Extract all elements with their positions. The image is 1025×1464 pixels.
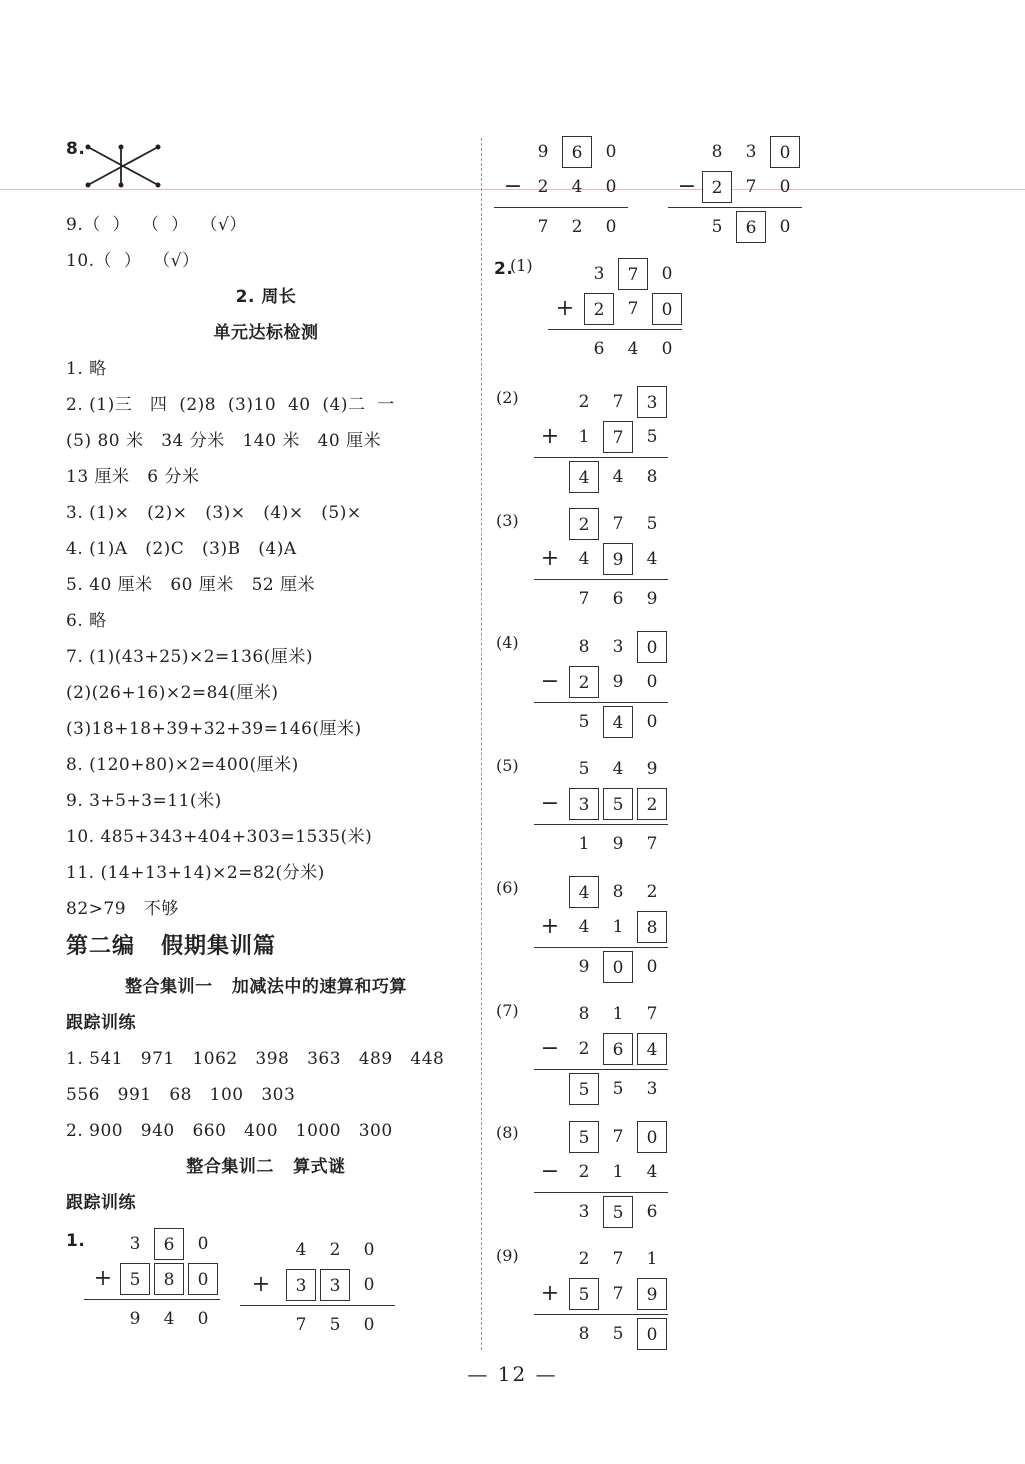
answer-box-digit: 6 — [154, 1228, 184, 1260]
digit: 2 — [329, 1240, 341, 1260]
plus-sign: + — [540, 914, 560, 939]
digit: 8 — [612, 882, 624, 902]
digit: 3 — [745, 142, 757, 162]
digit: 2 — [571, 217, 583, 237]
tracking-practice-label: 跟踪训练 — [66, 1013, 136, 1033]
digit: 0 — [646, 957, 658, 977]
digit: 1 — [612, 1162, 624, 1182]
digit: 0 — [605, 217, 617, 237]
answer-line: 6. 略 — [66, 611, 107, 631]
answer-line: 4. (1)A (2)C (3)B (4)A — [66, 539, 297, 559]
q2-label: 2. — [494, 259, 514, 279]
digit: 9 — [537, 142, 549, 162]
digit: 4 — [627, 339, 639, 359]
answer-line: 2. 900 940 660 400 1000 300 — [66, 1121, 393, 1141]
digit: 9 — [612, 834, 624, 854]
answer-box-digit: 2 — [637, 788, 667, 820]
digit: 5 — [612, 1079, 624, 1099]
column-divider — [481, 138, 482, 1350]
answer-box-digit: 5 — [569, 1121, 599, 1153]
sub-label: (3) — [496, 511, 519, 530]
plus-sign: + — [540, 546, 560, 571]
digit: 0 — [605, 177, 617, 197]
answer-line: 10. 485+343+404+303=1535(米) — [66, 827, 373, 847]
sum-rule — [494, 207, 628, 208]
plus-sign: + — [540, 424, 560, 449]
answer-box-digit: 7 — [618, 258, 648, 290]
page-number: — 12 — — [467, 1362, 558, 1386]
digit: 7 — [745, 177, 757, 197]
answer-box-digit: 0 — [188, 1263, 218, 1295]
digit: 3 — [578, 1202, 590, 1222]
answer-box-digit: 5 — [569, 1278, 599, 1310]
digit: 5 — [578, 759, 590, 779]
sub-label: (9) — [496, 1246, 519, 1265]
sum-rule — [534, 1314, 668, 1315]
digit: 7 — [612, 1249, 624, 1269]
sub-label: (1) — [510, 256, 533, 275]
answer-box-digit: 4 — [569, 876, 599, 908]
sum-rule — [534, 702, 668, 703]
plus-sign: + — [93, 1266, 113, 1291]
digit: 1 — [578, 427, 590, 447]
digit: 0 — [363, 1240, 375, 1260]
answer-line: 11. (14+13+14)×2=82(分米) — [66, 863, 325, 883]
digit: 2 — [578, 1039, 590, 1059]
digit: 2 — [578, 1162, 590, 1182]
answer-line: 556 991 68 100 303 — [66, 1085, 296, 1105]
section-title-perimeter: 2. 周长 — [235, 287, 297, 307]
answer-box-digit: 6 — [736, 211, 766, 243]
tracking-practice-label: 跟踪训练 — [66, 1193, 136, 1213]
sum-rule — [534, 457, 668, 458]
digit: 4 — [295, 1240, 307, 1260]
sum-rule — [534, 1192, 668, 1193]
answer-box-digit: 4 — [603, 706, 633, 738]
unit-test-title: 单元达标检测 — [213, 323, 319, 343]
q10: 10.（ ） （√） — [66, 251, 200, 271]
digit: 8 — [578, 1004, 590, 1024]
digit: 2 — [537, 177, 549, 197]
digit: 1 — [612, 917, 624, 937]
digit: 2 — [578, 1249, 590, 1269]
answer-box-digit: 5 — [569, 1073, 599, 1105]
sub-label: (4) — [496, 633, 519, 652]
digit: 9 — [646, 589, 658, 609]
digit: 6 — [593, 339, 605, 359]
sum-rule — [534, 1069, 668, 1070]
answer-box-digit: 3 — [286, 1269, 316, 1301]
answer-box-digit: 0 — [637, 631, 667, 663]
digit: 9 — [646, 759, 658, 779]
digit: 2 — [578, 392, 590, 412]
sub-label: (6) — [496, 878, 519, 897]
sub-label: (7) — [496, 1001, 519, 1020]
digit: 7 — [578, 589, 590, 609]
digit: 1 — [578, 834, 590, 854]
digit: 9 — [578, 957, 590, 977]
digit: 8 — [646, 467, 658, 487]
sum-rule — [668, 207, 802, 208]
sum-rule — [548, 329, 682, 330]
answer-box-digit: 3 — [569, 788, 599, 820]
minus-sign: − — [540, 1036, 560, 1061]
answer-box-digit: 6 — [562, 136, 592, 168]
sub-label: (8) — [496, 1123, 519, 1142]
answer-box-digit: 4 — [569, 461, 599, 493]
answer-line: 82>79 不够 — [66, 899, 179, 919]
digit: 2 — [646, 882, 658, 902]
answer-line: 7. (1)(43+25)×2=136(厘米) — [66, 647, 313, 667]
plus-sign: + — [251, 1272, 271, 1297]
digit: 7 — [537, 217, 549, 237]
digit: 5 — [578, 712, 590, 732]
answer-box-digit: 4 — [637, 1033, 667, 1065]
answer-line: 8. (120+80)×2=400(厘米) — [66, 755, 299, 775]
digit: 4 — [646, 549, 658, 569]
answer-box-digit: 9 — [603, 543, 633, 575]
answer-box-digit: 5 — [603, 1196, 633, 1228]
answer-box-digit: 2 — [569, 508, 599, 540]
minus-sign: − — [677, 174, 697, 199]
sum-rule — [534, 947, 668, 948]
digit: 0 — [779, 217, 791, 237]
digit: 7 — [646, 834, 658, 854]
digit: 6 — [646, 1202, 658, 1222]
digit: 1 — [612, 1004, 624, 1024]
digit: 0 — [661, 339, 673, 359]
answer-line: (5) 80 米 34 分米 140 米 40 厘米 — [66, 431, 382, 451]
answer-line: (2)(26+16)×2=84(厘米) — [66, 683, 279, 703]
digit: 9 — [612, 672, 624, 692]
answer-box-digit: 8 — [637, 911, 667, 943]
answer-box-digit: 0 — [603, 951, 633, 983]
digit: 7 — [627, 299, 639, 319]
digit: 4 — [612, 759, 624, 779]
part-two-title: 第二编 假期集训篇 — [66, 934, 276, 959]
digit: 0 — [605, 142, 617, 162]
answer-box-digit: 3 — [637, 386, 667, 418]
digit: 0 — [661, 264, 673, 284]
answer-line: 5. 40 厘米 60 厘米 52 厘米 — [66, 575, 316, 595]
answer-box-digit: 0 — [652, 293, 682, 325]
minus-sign: − — [503, 174, 523, 199]
answer-box-digit: 9 — [637, 1278, 667, 1310]
minus-sign: − — [540, 791, 560, 816]
digit: 5 — [329, 1315, 341, 1335]
digit: 4 — [612, 467, 624, 487]
plus-sign: + — [540, 1281, 560, 1306]
digit: 4 — [578, 917, 590, 937]
digit: 1 — [646, 1249, 658, 1269]
digit: 7 — [646, 1004, 658, 1024]
digit: 8 — [578, 1324, 590, 1344]
digit: 4 — [646, 1162, 658, 1182]
answer-box-digit: 2 — [702, 171, 732, 203]
digit: 8 — [578, 637, 590, 657]
digit: 6 — [612, 589, 624, 609]
answer-line: 1. 541 971 1062 398 363 489 448 — [66, 1049, 445, 1069]
digit: 0 — [363, 1315, 375, 1335]
digit: 0 — [779, 177, 791, 197]
digit: 7 — [612, 1284, 624, 1304]
answer-box-digit: 5 — [603, 788, 633, 820]
answer-line: 13 厘米 6 分米 — [66, 467, 200, 487]
answer-box-digit: 2 — [569, 666, 599, 698]
digit: 7 — [295, 1315, 307, 1335]
minus-sign: − — [540, 1159, 560, 1184]
digit: 9 — [129, 1309, 141, 1329]
answer-box-digit: 0 — [637, 1121, 667, 1153]
sum-rule — [534, 579, 668, 580]
sub-label: (2) — [496, 388, 519, 407]
sub-label: (5) — [496, 756, 519, 775]
digit: 5 — [711, 217, 723, 237]
answer-line: 9. 3+5+3=11(米) — [66, 791, 222, 811]
answer-box-digit: 3 — [320, 1269, 350, 1301]
q1-label: 1. — [66, 1231, 86, 1251]
digit: 0 — [197, 1309, 209, 1329]
sum-rule — [240, 1305, 395, 1306]
digit: 0 — [363, 1275, 375, 1295]
answer-line: 2. (1)三 四 (2)8 (3)10 40 (4)二 一 — [66, 395, 395, 415]
answer-box-digit: 0 — [637, 1318, 667, 1350]
sum-rule — [534, 824, 668, 825]
q8-label: 8. — [66, 139, 86, 159]
digit: 3 — [593, 264, 605, 284]
sum-rule — [84, 1299, 220, 1300]
answer-box-digit: 7 — [603, 421, 633, 453]
digit: 0 — [646, 712, 658, 732]
minus-sign: − — [540, 669, 560, 694]
digit: 0 — [197, 1234, 209, 1254]
star-lines-diagram — [84, 143, 164, 189]
answer-box-digit: 8 — [154, 1263, 184, 1295]
training-two-title: 整合集训二 算式谜 — [186, 1157, 346, 1177]
training-one-title: 整合集训一 加减法中的速算和巧算 — [125, 977, 407, 997]
digit: 7 — [612, 392, 624, 412]
answer-line: (3)18+18+39+32+39=146(厘米) — [66, 719, 362, 739]
digit: 0 — [646, 672, 658, 692]
answer-line: 3. (1)× (2)× (3)× (4)× (5)× — [66, 503, 362, 523]
answer-box-digit: 5 — [120, 1263, 150, 1295]
digit: 7 — [612, 514, 624, 534]
digit: 5 — [646, 427, 658, 447]
answer-box-digit: 6 — [603, 1033, 633, 1065]
digit: 5 — [646, 514, 658, 534]
answer-line: 1. 略 — [66, 359, 107, 379]
answer-box-digit: 2 — [584, 293, 614, 325]
digit: 5 — [612, 1324, 624, 1344]
digit: 4 — [163, 1309, 175, 1329]
plus-sign: + — [555, 296, 575, 321]
digit: 4 — [571, 177, 583, 197]
q9: 9.（ ） （ ） （√） — [66, 215, 247, 235]
digit: 7 — [612, 1127, 624, 1147]
digit: 4 — [578, 549, 590, 569]
digit: 8 — [711, 142, 723, 162]
answer-box-digit: 0 — [770, 136, 800, 168]
digit: 3 — [612, 637, 624, 657]
digit: 3 — [129, 1234, 141, 1254]
digit: 3 — [646, 1079, 658, 1099]
